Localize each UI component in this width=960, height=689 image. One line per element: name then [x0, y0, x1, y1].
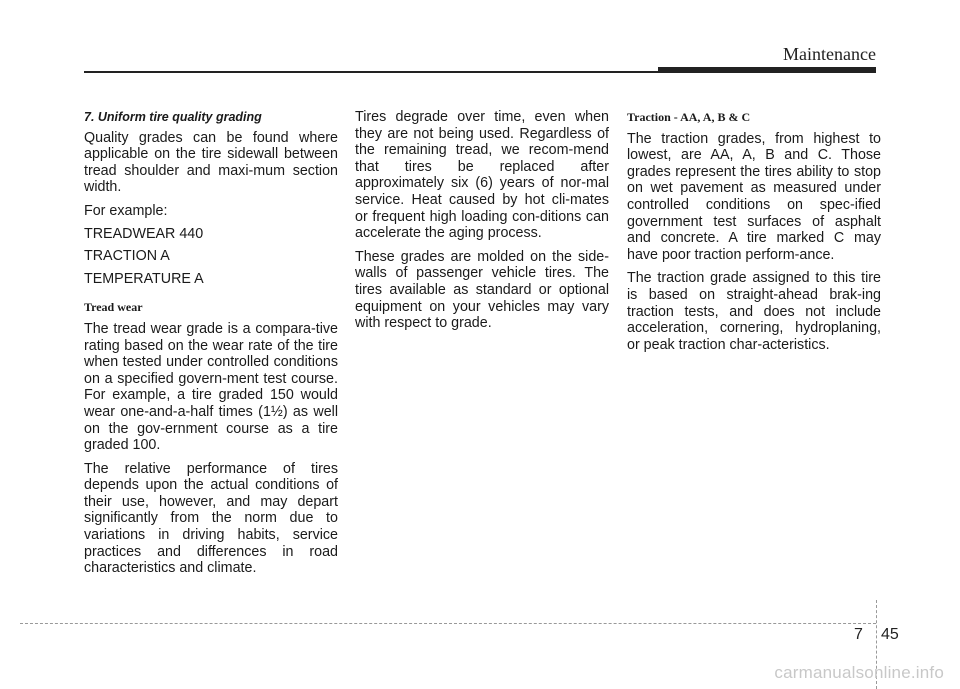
example-line: TRACTION A — [84, 248, 170, 265]
column-1 — [84, 109, 338, 584]
example-line: TEMPERATURE A — [84, 270, 204, 287]
intro-paragraph: Quality grades can be found where applicable on the tire sidewall between tread shoulder and maxi-mum section width. — [84, 129, 338, 196]
page-number: 45 — [881, 626, 899, 643]
chapter-number: 7 — [854, 626, 863, 643]
paragraph: These grades are molded on the side-walls of passenger vehicle tires. The tires available as standard or optional equipment on your vehicles may vary with respect to grade. — [355, 248, 609, 332]
section-heading: 7. Uniform tire quality grading — [84, 110, 262, 124]
footer-dashed-rule — [20, 623, 876, 624]
paragraph: The traction grades, from highest to lowest, are AA, A, B and C. Those grades represent the tires ability to stop on wet pavement as measured under controlled conditions on spec-ified government test surfaces of asphalt and concrete. A tire marked C may have poor traction perform-ance. — [627, 130, 881, 263]
example-line: TREADWEAR 440 — [84, 225, 204, 242]
header-rule-thin — [84, 71, 658, 73]
example-label: For example: — [84, 202, 168, 219]
paragraph: The relative performance of tires depends upon the actual conditions of their use, however, and may depart significantly from the norm due to variations in driving habits, service practices and differences in road characteristics and climate. — [84, 460, 338, 577]
paragraph: The traction grade assigned to this tire is based on straight-ahead brak-ing traction tests, and does not include acceleration, cornering, hydroplaning, or peak traction char-acteristics. — [627, 270, 881, 353]
subheading-tread-wear: Tread wear — [84, 300, 143, 315]
section-title: Maintenance — [783, 44, 876, 64]
column-2 — [355, 109, 609, 339]
watermark-link[interactable]: carmanualsonline.info — [774, 663, 944, 682]
subheading-traction: Traction - AA, A, B & C — [627, 110, 751, 124]
paragraph: The tread wear grade is a compara-tive rating based on the wear rate of the tire when tested under controlled conditions on a specified govern-ment test course. For example, a tire graded 150 would wear one-and-a-half times (1½) as well on the gov-ernment course as a tire graded 100. — [84, 320, 338, 454]
paragraph: Tires degrade over time, even when they are not being used. Regardless of the remaining tread, we recom-mend that tires be replaced after approximately six (6) years of nor-mal service. Heat caused by hot cli-mates or frequent high loading con-ditions can accelerate the aging process. — [355, 109, 609, 242]
column-3 — [627, 109, 881, 360]
header-rule-thick — [658, 67, 876, 73]
